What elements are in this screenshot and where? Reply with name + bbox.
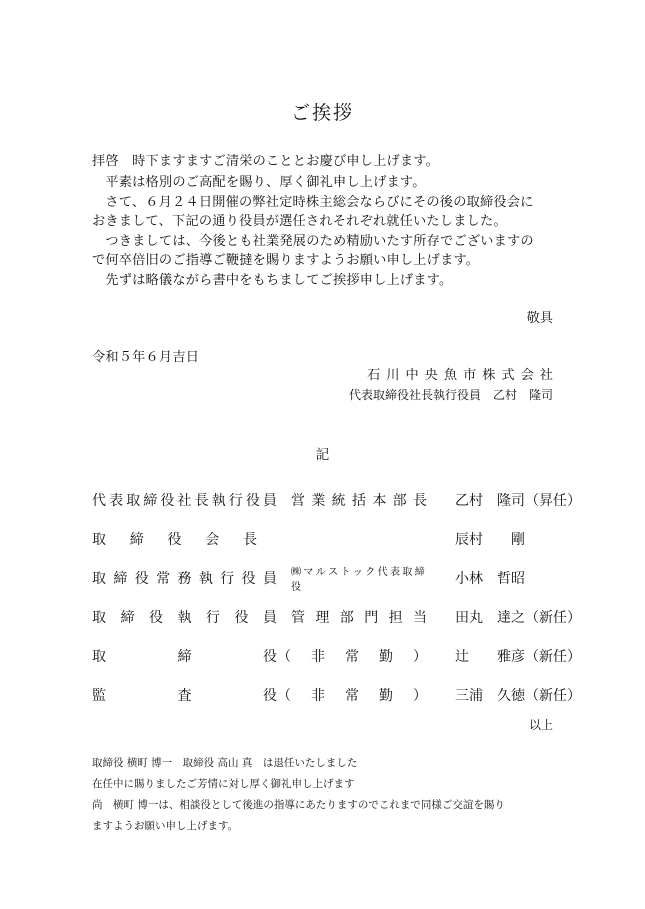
role-title: 監 査 役 (92, 687, 277, 704)
greeting-line-4: おきまして、下記の通り役員が選任されそれぞれ就任いたしました。 (92, 214, 507, 229)
note-line-4: ますようお願い申し上げます。 (92, 820, 239, 832)
greeting-line-6: で何卒倍旧のご指導ご鞭撻を賜りますようお願い申し上げます。 (92, 253, 480, 268)
table-row (92, 636, 605, 675)
role-dept: 管 理 部 門 担 当 (291, 609, 427, 626)
role-dept: （ 非 常 勤 ） (277, 687, 427, 704)
note-line-3: 尚 横町 博一は、相談役として後進の指導にあたりますのでこれまで同様ご交誼を賜り (92, 799, 505, 811)
page-title: ご挨拶 (290, 102, 354, 124)
table-row (92, 519, 605, 558)
ijou: 以上 (528, 718, 553, 732)
role-title: 取 締 役 執 行 役 員 (92, 609, 277, 626)
role-title: 取 締 役 常 務 執 行 役 員 (92, 570, 277, 587)
role-title: 取 締 役 会 長 (92, 531, 257, 548)
note-line-1: 取締役 横町 博一 取締役 高山 真 は退任いたしました (92, 757, 358, 769)
role-name: 乙村 隆司（昇任） (455, 492, 581, 509)
role-name: 田丸 達之（新任） (455, 609, 581, 626)
table-row (92, 558, 605, 597)
role-name: 三浦 久徳（新任） (455, 687, 581, 704)
role-dept (277, 519, 427, 558)
role-name: 小林 哲昭 (455, 570, 525, 587)
company-name: 石川中央魚市株式会社 (367, 368, 559, 383)
ki-heading: 記 (315, 447, 330, 463)
officer-table (92, 480, 605, 714)
table-row (92, 597, 605, 636)
greeting-line-5: つきましては、今後とも社業発展のため精励いたす所存でございますの (92, 234, 534, 249)
note-line-2: 在任中に賜りましたご芳情に対し厚く御礼申し上げます (92, 778, 355, 790)
role-dept: ㈱ マ ル ス ト ッ ク 代 表 取 締 役 (291, 566, 427, 593)
role-name: 辻 雅彦（新任） (455, 648, 581, 665)
greeting-line-7: 先ずは略儀ながら書中をもちましてご挨拶申し上げます。 (92, 273, 453, 288)
role-title: 取 締 役 (92, 648, 277, 665)
greeting-line-2: 平素は格別のご高配を賜り、厚く御礼申し上げます。 (92, 175, 426, 190)
greeting-line-3: さて、６月２４日開催の弊社定時株主総会ならびにその後の取締役会に (92, 195, 534, 210)
role-title: 代 表 取 締 役 社 長 執 行 役 員 (92, 492, 277, 509)
table-row (92, 480, 605, 519)
role-dept: 営 業 統 括 本 部 長 (291, 492, 427, 509)
role-name: 辰村 剛 (455, 531, 525, 548)
date: 令和５年６月吉日 (92, 350, 200, 365)
sender: 代表取締役社長執行役員 乙村 隆司 (348, 388, 553, 402)
role-dept: （ 非 常 勤 ） (277, 648, 427, 665)
greeting-line-1: 拝啓 時下ますますご清栄のこととお慶び申し上げます。 (92, 154, 440, 169)
closing-keigu: 敬具 (526, 311, 553, 326)
table-row (92, 675, 605, 714)
